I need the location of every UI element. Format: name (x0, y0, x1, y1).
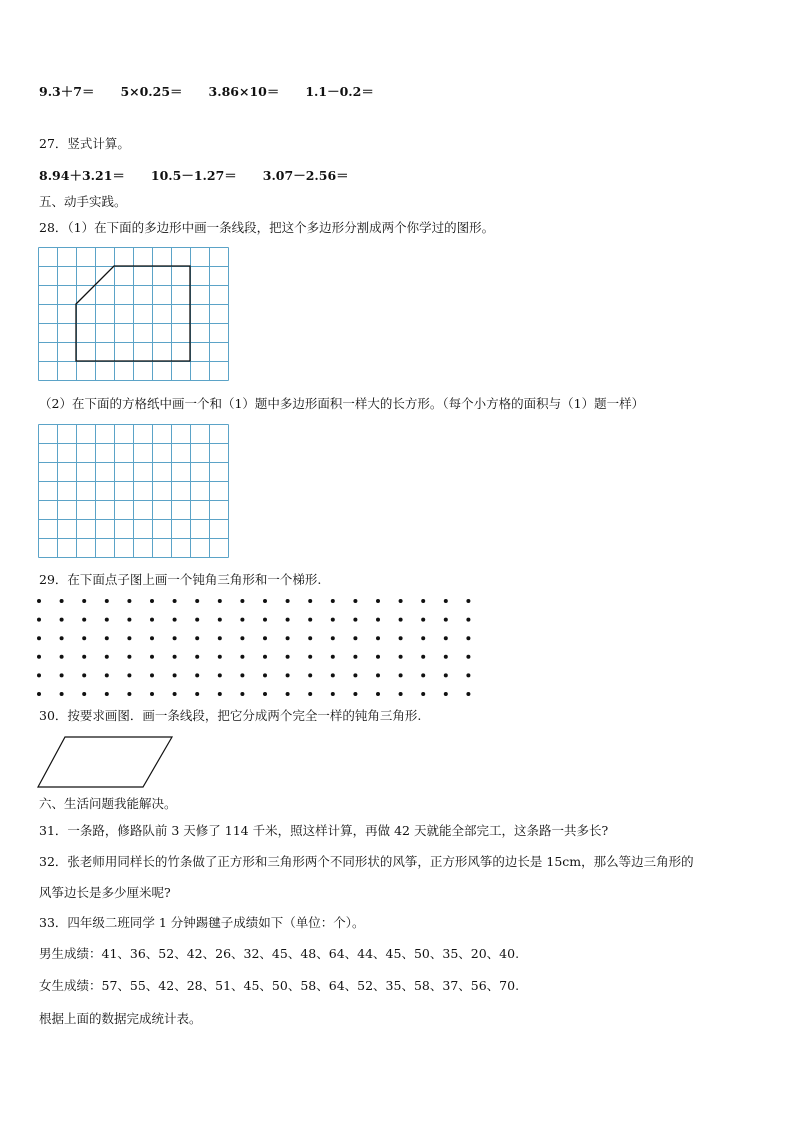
grid-dot (421, 655, 425, 659)
empty-grid[interactable] (38, 424, 230, 558)
calc-item: 3.86×10＝ (208, 84, 280, 99)
calc-item: 1.1－0.2＝ (305, 84, 374, 99)
grid-dot (127, 673, 131, 677)
grid-dot (263, 599, 267, 603)
grid-dot (218, 655, 222, 659)
grid-dot (127, 655, 131, 659)
grid-dot (353, 692, 357, 696)
q28-part1: 28．（1）在下面的多边形中画一条线段，把这个多边形分割成两个你学过的图形。 (39, 220, 495, 235)
grid-dot (60, 599, 64, 603)
grid-dot (150, 599, 154, 603)
grid-dot (286, 655, 290, 659)
grid-dot (466, 599, 470, 603)
grid-dot (308, 655, 312, 659)
grid-dot (127, 692, 131, 696)
calc-item: 8.94＋3.21＝ (39, 168, 125, 183)
dot-grid[interactable] (34, 594, 494, 698)
grid-dot (195, 599, 199, 603)
grid-dot (105, 655, 109, 659)
q30-text: 30．按要求画图．画一条线段，把它分成两个完全一样的钝角三角形. (39, 708, 422, 723)
grid-dot (421, 692, 425, 696)
grid-dot (37, 692, 41, 696)
grid-dot (105, 599, 109, 603)
grid-dot (105, 636, 109, 640)
grid-dot (308, 692, 312, 696)
parallelogram-figure[interactable] (36, 735, 176, 791)
grid-dot (82, 673, 86, 677)
grid-dot (286, 599, 290, 603)
grid-dot (127, 618, 131, 622)
q27-items (39, 168, 371, 184)
grid-dot (331, 618, 335, 622)
grid-dot (444, 636, 448, 640)
grid-dot (173, 655, 177, 659)
grid-dot (218, 618, 222, 622)
grid-dot (421, 673, 425, 677)
grid-dot (150, 636, 154, 640)
grid-dot (263, 692, 267, 696)
grid-dot (195, 673, 199, 677)
grid-dot (353, 655, 357, 659)
q32-line1: 32．张老师用同样长的竹条做了正方形和三角形两个不同形状的风筝，正方形风筝的边长是 15cm，那么等边三角形的 (39, 854, 694, 869)
grid-dot (376, 692, 380, 696)
grid-dot (286, 692, 290, 696)
grid-dot (37, 618, 41, 622)
grid-dot (195, 692, 199, 696)
grid-dot (218, 636, 222, 640)
grid-dot (82, 618, 86, 622)
grid-dot (399, 599, 403, 603)
grid-dot (466, 618, 470, 622)
q28-part2: （2）在下面的方格纸中画一个和（1）题中多边形面积一样大的长方形。（每个小方格的面积与（1）题一样） (39, 396, 645, 411)
grid-dot (263, 636, 267, 640)
calc-item: 10.5－1.27＝ (150, 168, 237, 183)
q33-girls: 女生成绩：57、55、42、28、51、45、50、58、64、52、35、58、37、56、70. (39, 978, 520, 993)
grid-dot (82, 599, 86, 603)
grid-dot (105, 618, 109, 622)
q33-boys: 男生成绩：41、36、52、42、26、32、45、48、64、44、45、50、35、20、40. (39, 946, 520, 961)
grid-dot (444, 655, 448, 659)
grid-dot (353, 673, 357, 677)
grid-dot (37, 599, 41, 603)
grid-dot (353, 599, 357, 603)
grid-dot (353, 636, 357, 640)
grid-dot (240, 673, 244, 677)
grid-dot (399, 673, 403, 677)
grid-dot (105, 692, 109, 696)
grid-dot (376, 599, 380, 603)
grid-dot (240, 599, 244, 603)
grid-dot (173, 692, 177, 696)
grid-dot (466, 636, 470, 640)
grid-with-polygon[interactable] (38, 247, 230, 381)
grid-dot (60, 692, 64, 696)
parallelogram-shape (38, 737, 172, 787)
grid-dot (331, 636, 335, 640)
section-6-heading: 六、生活问题我能解决。 (39, 796, 177, 811)
grid-dot (195, 636, 199, 640)
grid-dot (421, 599, 425, 603)
grid-dot (376, 618, 380, 622)
grid-dot (376, 636, 380, 640)
grid-dot (240, 655, 244, 659)
grid-dot (218, 692, 222, 696)
grid-dot (331, 673, 335, 677)
grid-dot (331, 599, 335, 603)
grid-dot (286, 636, 290, 640)
grid-dot (286, 673, 290, 677)
grid-dot (240, 636, 244, 640)
grid-dot (127, 599, 131, 603)
grid-dot (82, 655, 86, 659)
grid-dot (466, 673, 470, 677)
q27-title: 27．竖式计算。 (39, 136, 130, 151)
calc-item: 5×0.25＝ (120, 84, 183, 99)
grid-dot (150, 673, 154, 677)
grid-dot (240, 692, 244, 696)
grid-dot (173, 618, 177, 622)
grid-dot (195, 618, 199, 622)
oral-calc-row (39, 84, 396, 100)
grid-dot (82, 636, 86, 640)
q33-title: 33．四年级二班同学 1 分钟踢毽子成绩如下（单位：个）。 (39, 915, 365, 930)
grid-dot (173, 673, 177, 677)
grid-dot (37, 655, 41, 659)
grid-dot (218, 599, 222, 603)
grid-dot (308, 599, 312, 603)
grid-dot (150, 618, 154, 622)
grid-dot (286, 618, 290, 622)
q33-instruction: 根据上面的数据完成统计表。 (39, 1011, 202, 1026)
grid-dot (150, 655, 154, 659)
calc-item: 3.07－2.56＝ (262, 168, 349, 183)
grid-dot (60, 636, 64, 640)
grid-dot (376, 673, 380, 677)
grid-dot (105, 673, 109, 677)
grid-dot (444, 599, 448, 603)
grid-dot (444, 673, 448, 677)
grid-dot (240, 618, 244, 622)
grid-dot (466, 655, 470, 659)
grid-dot (308, 673, 312, 677)
grid-dot (331, 655, 335, 659)
grid-dot (308, 636, 312, 640)
grid-dot (466, 692, 470, 696)
q32-line2: 风筝边长是多少厘米呢? (39, 885, 171, 900)
grid-dot (263, 618, 267, 622)
grid-dot (173, 636, 177, 640)
grid-dot (60, 673, 64, 677)
grid-dot (60, 618, 64, 622)
grid-dot (421, 636, 425, 640)
grid-dot (399, 618, 403, 622)
grid-dot (263, 673, 267, 677)
grid-dot (173, 599, 177, 603)
grid-dot (421, 618, 425, 622)
grid-dot (218, 673, 222, 677)
grid-dot (127, 636, 131, 640)
grid-dot (399, 636, 403, 640)
q29-text: 29．在下面点子图上画一个钝角三角形和一个梯形. (39, 572, 322, 587)
grid-dot (150, 692, 154, 696)
grid-dot (399, 655, 403, 659)
grid-dot (263, 655, 267, 659)
grid-dot (376, 655, 380, 659)
grid-dot (37, 673, 41, 677)
grid-dot (399, 692, 403, 696)
grid-lines (39, 425, 229, 558)
grid-dot (308, 618, 312, 622)
grid-dot (331, 692, 335, 696)
q31-text: 31．一条路，修路队前 3 天修了 114 千米，照这样计算，再做 42 天就能全部完工，这条路一共多长? (39, 823, 609, 838)
calc-item: 9.3＋7＝ (39, 84, 95, 99)
section-5-heading: 五、动手实践。 (39, 194, 127, 209)
grid-dot (60, 655, 64, 659)
grid-dot (195, 655, 199, 659)
grid-dot (444, 618, 448, 622)
grid-dot (37, 636, 41, 640)
grid-dot (82, 692, 86, 696)
grid-dot (444, 692, 448, 696)
grid-dot (353, 618, 357, 622)
